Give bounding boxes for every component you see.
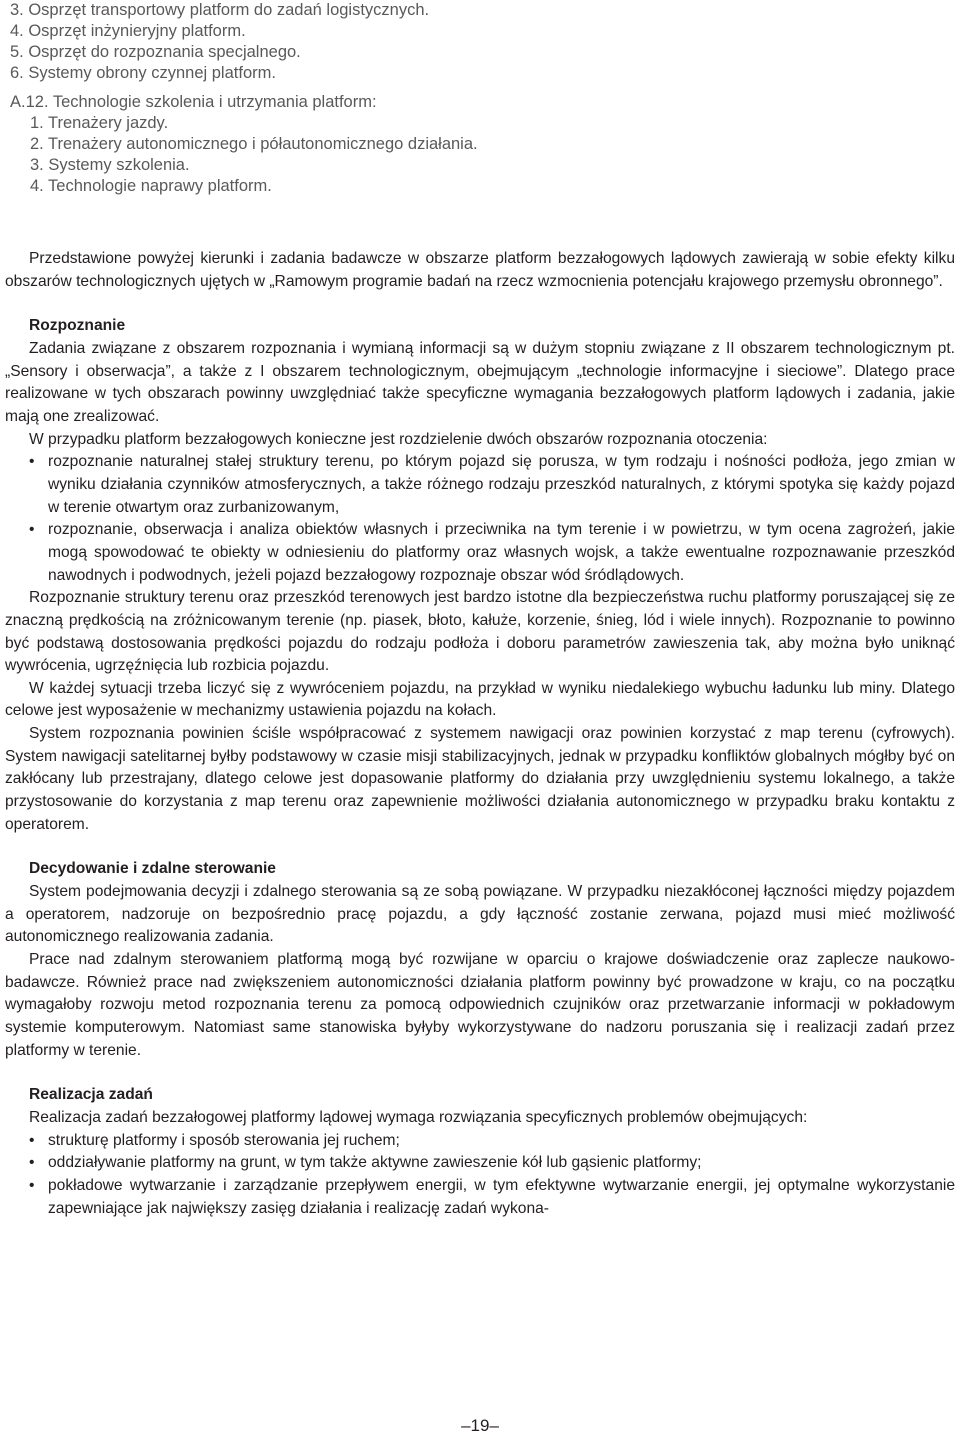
page-number: –19– <box>461 1416 499 1435</box>
bullet-icon: • <box>29 1131 35 1149</box>
bullet-icon: • <box>29 1154 35 1172</box>
intro-paragraph: Przedstawione powyżej kierunki i zadania badawcze w obszarze platform bezzałogowych lądowych zawierają w sobie efekty kilku obszarów technologicznych ujętych w „Ramowym programie badań na rzecz wzmocnienia potencjału krajowego przemysłu obronnego”. <box>5 250 955 290</box>
paragraph: W każdej sytuacji trzeba liczyć się z wywróceniem pojazdu, na przykład w wyniku niedalekiego wybuchu ładunku lub miny. Dlatego celowe jest wyposażenie w mechanizmy ustawienia pojazdu na kołach. <box>5 679 955 720</box>
paragraph: System rozpoznania powinien ściśle współpracować z systemem nawigacji oraz powinien korzystać z map terenu (cyfrowych). System nawigacji satelitarnej byłby podstawowy w czasie misji stabilizacyjnych, jednak w przypadku konfliktów globalnych mógłby być on zakłócany lub przestrajany, dlatego celowe jest dopasowanie platformy do działania przy uwzględnieniu systemu lokalnego, a także przystosowanie do korzystania z map terenu oraz zapewnienie możliwości działania autonomicznego w przypadku braku kontaktu z operatorem. <box>5 725 955 833</box>
list-item: 2. Trenażery autonomicznego i półautonomicznego działania. <box>30 135 478 153</box>
bullet-text: pokładowe wytwarzanie i zarządzanie przepływem energii, w tym efektywne wytwarzanie energii, jej optymalne wykorzystanie zapewniające jak największy zasięg działania i realizację zadań wykona- <box>48 1176 955 1217</box>
bullet-icon: • <box>29 521 35 539</box>
list-item: 3. Systemy szkolenia. <box>30 156 190 174</box>
bullet-item <box>5 451 955 519</box>
bullet-text: oddziaływanie platformy na grunt, w tym także aktywne zawieszenie kół lub gąsienic platformy; <box>48 1154 702 1172</box>
bullet-item <box>5 1130 955 1153</box>
bullet-icon: • <box>29 1176 35 1194</box>
section-heading-a12: A.12. Technologie szkolenia i utrzymania platform: <box>10 93 377 111</box>
paragraph: Prace nad zdalnym sterowaniem platformą mogą być rozwijane w oparciu o krajowe doświadczenie oraz zaplecze naukowo-badawcze. Również prace nad zwiększeniem autonomiczności działania platform powinny być prowadzone w kraju, co na początku wymagałoby rozwoju metod rozpoznania terenu za pomocą odpowiednich czujników oraz przetwarzanie informacji w pokładowym systemie komputerowym. Natomiast same stanowiska byłyby wykorzystywane do nadzoru poruszania się i realizacji zadań przez platformy w terenie. <box>5 951 955 1059</box>
bullet-text: rozpoznanie naturalnej stałej struktury terenu, po którym pojazd się porusza, w tym rodzaju i nośności podłoża, jego zmian w wyniku działania czynników atmosferycznych, a także różnego rodzaju przeszkód naturalnych, z którymi spotyka się każdy pojazd w terenie otwartym oraz zurbanizowanym, <box>48 453 955 516</box>
bullet-text: rozpoznanie, obserwacja i analiza obiektów własnych i przeciwnika na tym terenie i w powietrzu, w tym ocena zagrożeń, jakie mogą spowodować te obiekty w odniesieniu do platformy oraz własnych wojsk, a także ewentualne rozpoznawanie przeszkód nawodnych i podwodnych, jeżeli pojazd bezzałogowy rozpoznaje obszar wód śródlądowych. <box>48 521 955 584</box>
section-title-realizacja: Realizacja zadań <box>29 1086 153 1104</box>
bullet-item <box>5 1152 955 1175</box>
bullet-list <box>5 1130 955 1221</box>
bullet-item <box>5 1175 955 1220</box>
body-text <box>5 248 955 1220</box>
paragraph: Rozpoznanie struktury terenu oraz przeszkód terenowych jest bardzo istotne dla bezpieczeństwa ruchu platformy poruszającej się ze znaczną prędkością na zróżnicowanym terenie (np. piasek, błoto, kałuże, korzenie, śnieg, lód i wiele innych). Rozpoznanie to powinno być podstawą dostosowania prędkości pojazdu do rodzaju podłoża i doboru parametrów zawieszenia tak, aby można było uniknąć wywrócenia, ugrzęźnięcia lub rozbicia pojazdu. <box>5 589 955 675</box>
list-item: 3. Osprzęt transportowy platform do zadań logistycznych. <box>10 1 430 19</box>
bullet-item <box>5 519 955 587</box>
paragraph: Zadania związane z obszarem rozpoznania i wymianą informacji są w dużym stopniu związane z II obszarem technologicznym pt. „Sensory i obserwacja”, a także z I obszarem technologicznym, obejmującym „technologie informacyjne i sieciowe”. Dlatego prace realizowane w tych obszarach powinny uwzględniać także specyficzne wymagania bezzałogowych platform lądowych i zadania, jakie mają one zrealizować. <box>5 339 955 425</box>
bullet-icon: • <box>29 453 35 471</box>
paragraph: W przypadku platform bezzałogowych konieczne jest rozdzielenie dwóch obszarów rozpoznania otoczenia: <box>29 430 768 448</box>
paragraph: Realizacja zadań bezzałogowej platformy lądowej wymaga rozwiązania specyficznych problemów obejmujących: <box>29 1108 808 1126</box>
numbered-list <box>10 0 910 197</box>
list-item: 4. Technologie naprawy platform. <box>30 177 272 195</box>
bullet-text: strukturę platformy i sposób sterowania jej ruchem; <box>48 1131 400 1149</box>
section-title-rozpoznanie: Rozpoznanie <box>29 317 126 335</box>
bullet-list <box>5 451 955 587</box>
list-item: 5. Osprzęt do rozpoznania specjalnego. <box>10 43 301 61</box>
list-item: 4. Osprzęt inżynieryjny platform. <box>10 22 246 40</box>
paragraph: System podejmowania decyzji i zdalnego sterowania są ze sobą powiązane. W przypadku niezakłóconej łączności między pojazdem a operatorem, nadzoruje on bezpośrednio pracę pojazdu, a gdy łączność zostanie zerwana, pojazd musi mieć możliwość autonomicznego realizowania zadania. <box>5 883 955 946</box>
list-item: 1. Trenażery jazdy. <box>30 114 169 132</box>
list-item: 6. Systemy obrony czynnej platform. <box>10 64 276 82</box>
section-title-decydowanie: Decydowanie i zdalne sterowanie <box>29 860 276 878</box>
